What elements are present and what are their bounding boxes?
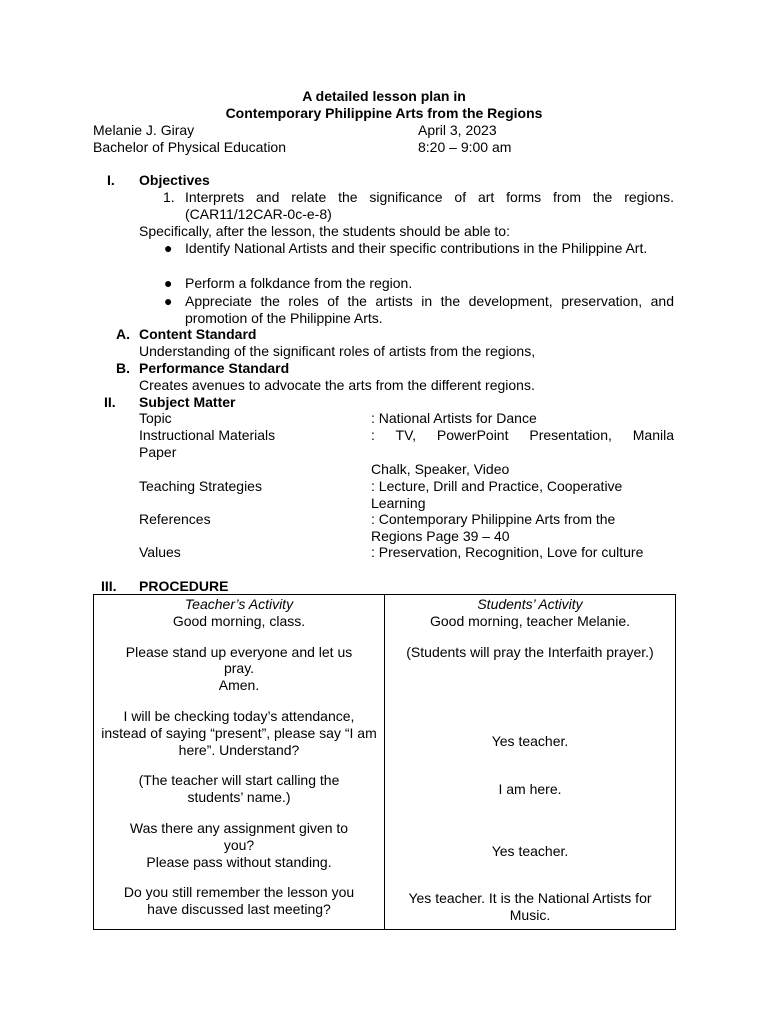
- subject-label: Paper: [139, 444, 177, 460]
- title-line-1: A detailed lesson plan in: [302, 88, 466, 104]
- student-line: Good morning, teacher Melanie.: [430, 612, 630, 629]
- subject-label: References: [139, 511, 211, 527]
- subject-value: : Preservation, Recognition, Love for culture: [371, 544, 644, 560]
- subject-label: Topic: [139, 410, 172, 426]
- subject-value: : Contemporary Philippine Arts from the: [371, 511, 616, 527]
- objectives-heading: Objectives: [139, 172, 210, 188]
- author-name: Melanie J. Giray: [93, 122, 195, 138]
- objective-bullet: Appreciate the roles of the artists in the development, preservation, and promotion of the Philippine Arts.: [185, 293, 674, 326]
- subject-value: : TV, PowerPoint Presentation, Manila: [371, 427, 674, 443]
- subject-value: : National Artists for Dance: [371, 410, 537, 426]
- table-row: [94, 595, 676, 930]
- teacher-line: Please pass without standing.: [146, 853, 332, 870]
- subject-value: Chalk, Speaker, Video: [371, 461, 510, 477]
- content-standard-text: Understanding of the significant roles of artists from the regions,: [139, 343, 536, 359]
- lesson-time: 8:20 – 9:00 am: [418, 139, 512, 155]
- content-standard-heading: Content Standard: [139, 326, 257, 342]
- title-line-2: Contemporary Philippine Arts from the Regions: [225, 105, 543, 121]
- performance-standard-text: Creates avenues to advocate the arts from the different regions.: [139, 377, 535, 393]
- objectives-number: I.: [107, 172, 115, 188]
- student-line: Yes teacher. It is the National Artists for Music.: [408, 889, 652, 923]
- subject-matter-heading: Subject Matter: [139, 394, 236, 410]
- program-name: Bachelor of Physical Education: [93, 139, 286, 155]
- procedure-heading: PROCEDURE: [139, 578, 229, 594]
- student-line: (Students will pray the Interfaith prayer.): [406, 643, 654, 660]
- teacher-activity-cell: [94, 595, 385, 930]
- subject-label: Values: [139, 544, 181, 560]
- subject-value: Regions Page 39 – 40: [371, 528, 510, 544]
- bullet-icon: ●: [164, 275, 173, 291]
- teacher-line: Do you still remember the lesson you have discussed last meeting?: [123, 884, 355, 918]
- bullet-icon: ●: [164, 240, 173, 256]
- objective-item-text: Interprets and relate the significance of art forms from the regions. (CAR11/12CAR-0c-e-8): [185, 189, 674, 222]
- teacher-line: Was there any assignment given to you?: [129, 819, 349, 853]
- subject-matter-number: II.: [104, 394, 116, 410]
- teacher-line: Amen.: [218, 677, 260, 694]
- subject-label: Teaching Strategies: [139, 478, 262, 494]
- objective-bullet: Identify National Artists and their specific contributions in the Philippine Art.: [185, 240, 648, 256]
- lesson-date: April 3, 2023: [418, 122, 497, 138]
- performance-standard-letter: B.: [116, 360, 130, 376]
- student-activity-header: Students’ Activity: [477, 596, 583, 612]
- teacher-line: I will be checking today’s attendance, instead of saying “present”, please say “I am here”. Understand?: [101, 707, 377, 758]
- performance-standard-heading: Performance Standard: [139, 360, 290, 376]
- teacher-line: Please stand up everyone and let us pray.: [125, 643, 353, 677]
- student-line: Yes teacher.: [491, 842, 569, 859]
- objective-bullet: Perform a folkdance from the region.: [185, 275, 413, 291]
- bullet-icon: ●: [164, 293, 173, 309]
- content-standard-letter: A.: [116, 326, 130, 342]
- objective-item-number: 1.: [163, 189, 175, 205]
- specific-objectives-intro: Specifically, after the lesson, the students should be able to:: [139, 223, 510, 239]
- student-line: Yes teacher.: [491, 733, 569, 750]
- procedure-number: III.: [101, 578, 117, 594]
- subject-value: : Lecture, Drill and Practice, Cooperative: [371, 478, 623, 494]
- teacher-activity-header: Teacher’s Activity: [184, 596, 294, 612]
- procedure-table: [93, 594, 676, 930]
- subject-value: Learning: [371, 495, 426, 511]
- subject-label: Instructional Materials: [139, 427, 276, 443]
- student-activity-cell: [385, 595, 676, 930]
- student-line: I am here.: [498, 781, 562, 798]
- teacher-line: (The teacher will start calling the students’ name.): [138, 772, 340, 806]
- teacher-line: Good morning, class.: [172, 612, 306, 629]
